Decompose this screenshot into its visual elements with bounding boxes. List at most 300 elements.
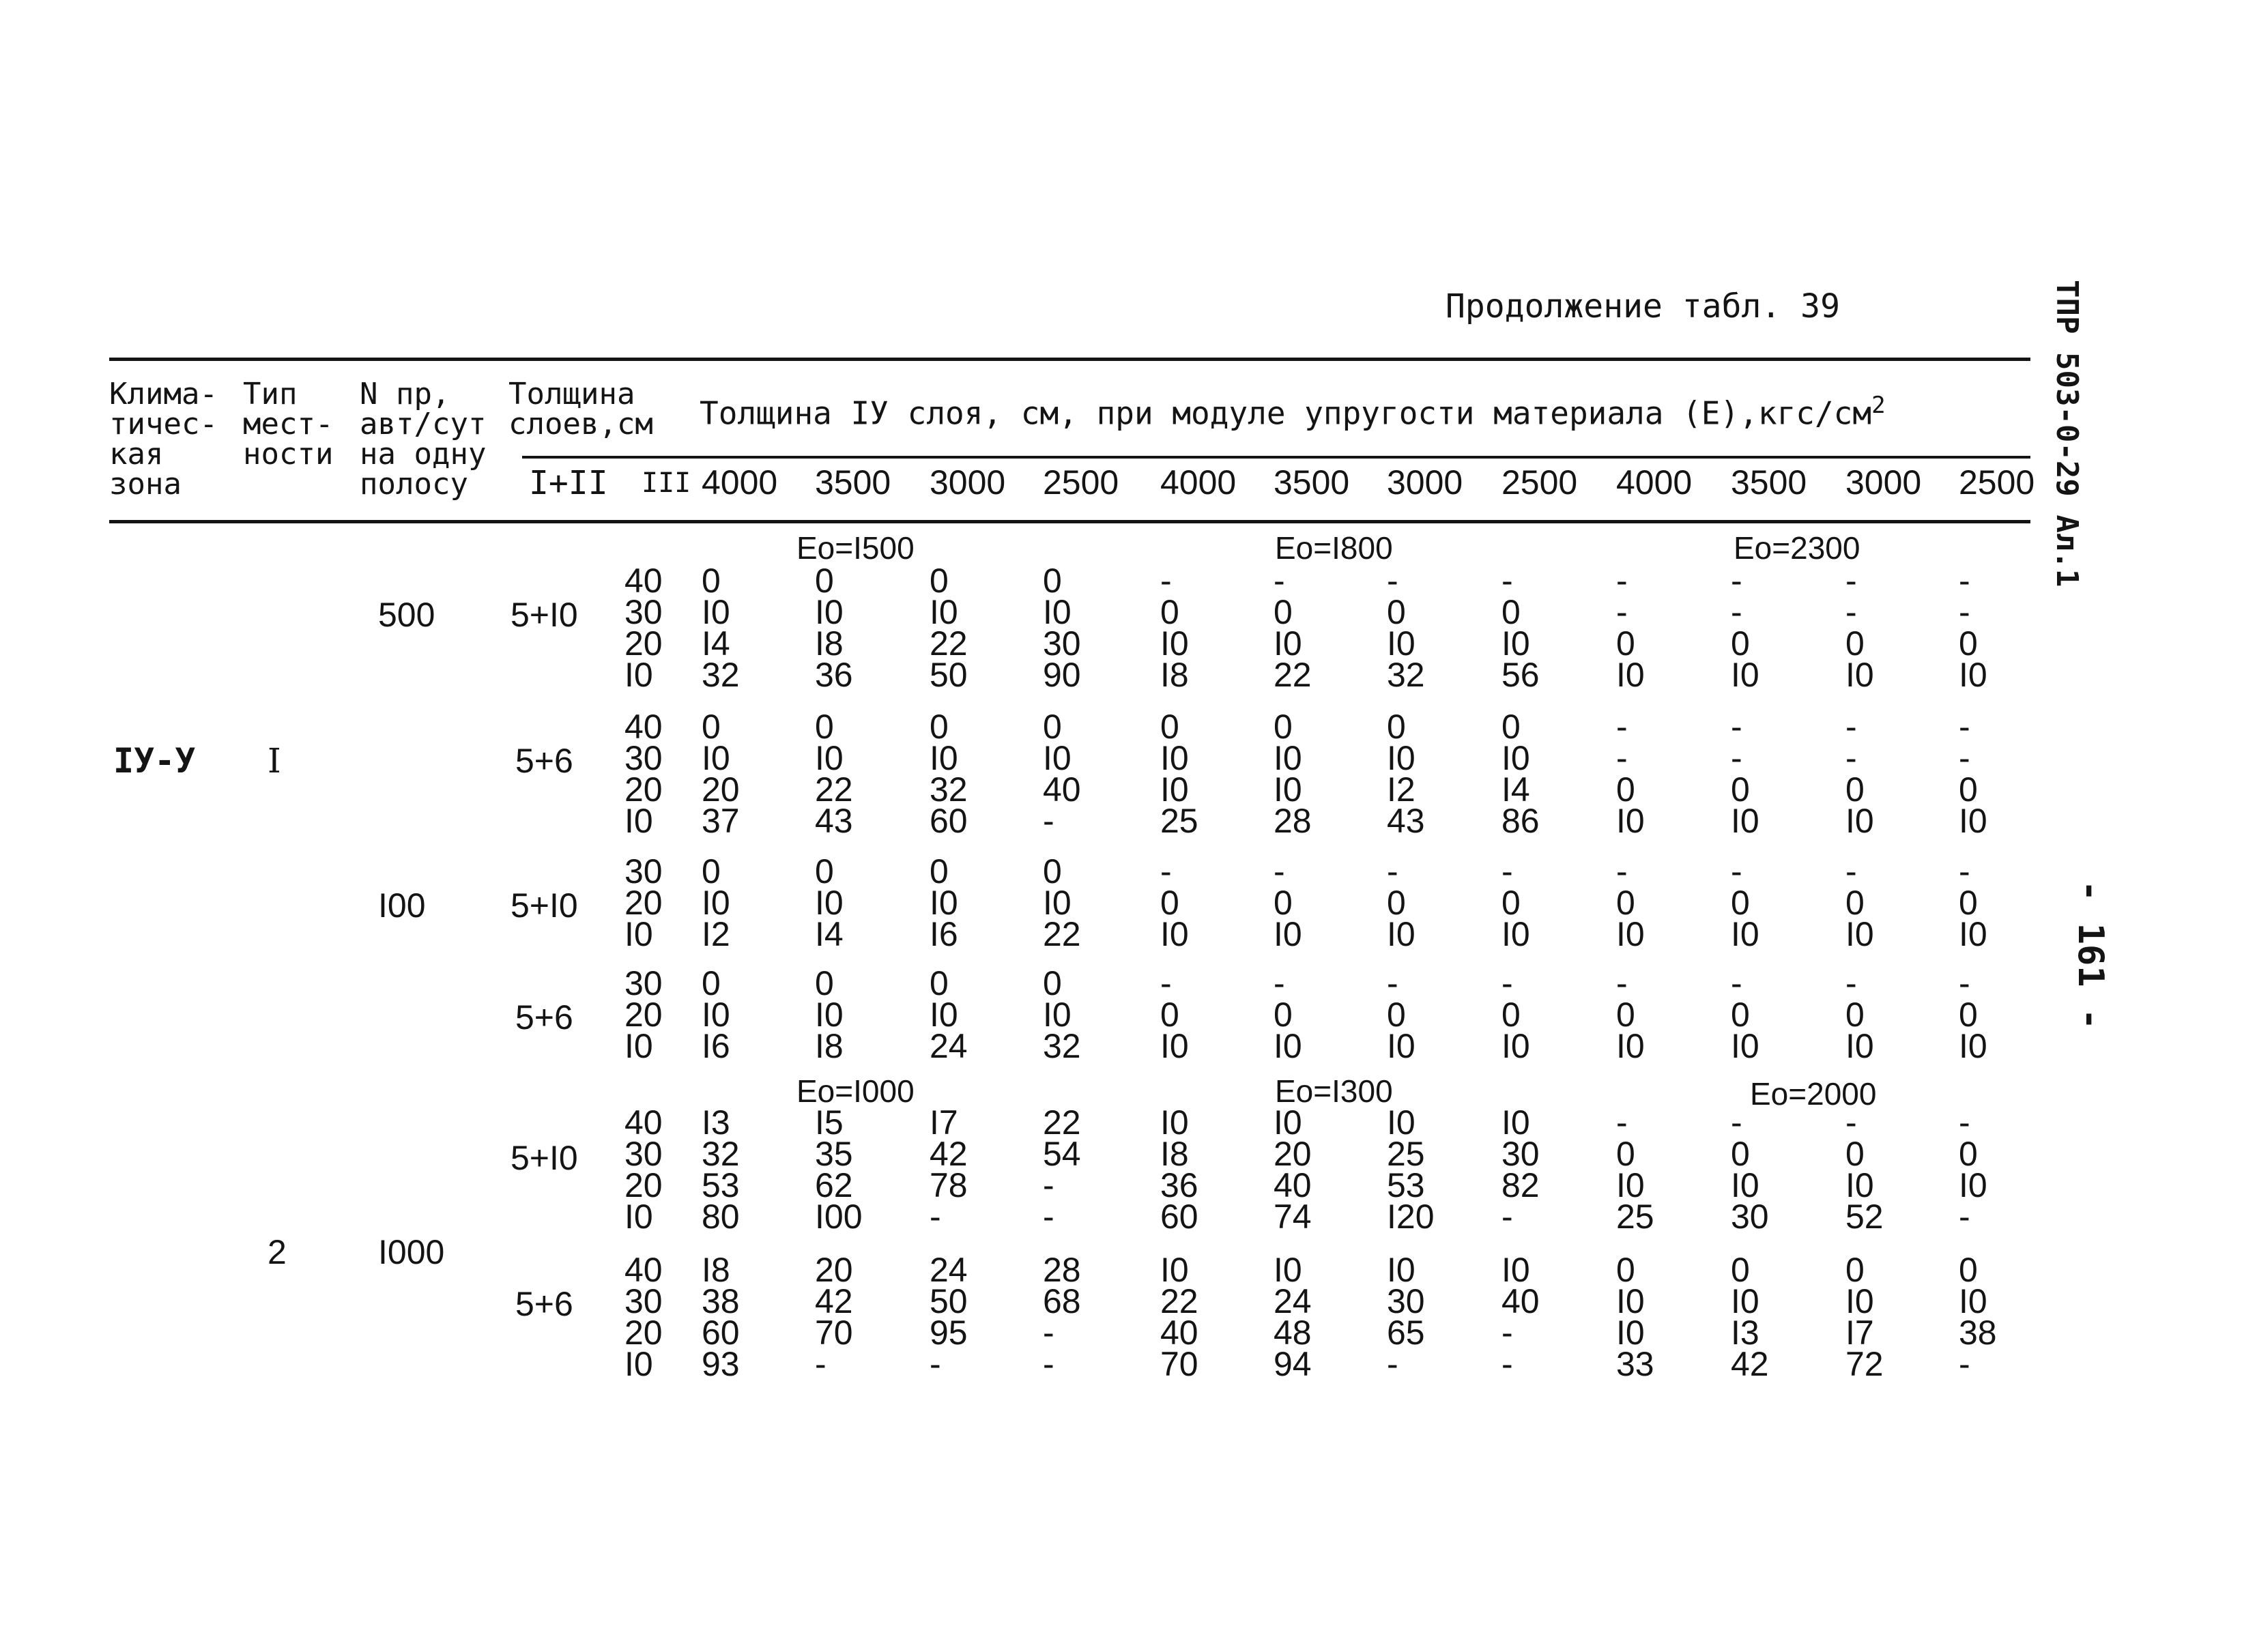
thickness-column bbox=[1501, 1103, 1540, 1236]
table-cell: I0 bbox=[1731, 656, 1759, 694]
table-cell: - bbox=[1387, 562, 1398, 600]
thickness-column bbox=[1845, 562, 1874, 694]
table-cell: 0 bbox=[1387, 996, 1406, 1034]
thickness-column bbox=[1616, 1251, 1654, 1383]
thickness-column bbox=[1845, 964, 1874, 1065]
thickness-column bbox=[1274, 562, 1312, 694]
table-cell: I0 bbox=[1274, 624, 1302, 663]
table-cell: - bbox=[1959, 593, 1970, 631]
table-cell: 0 bbox=[1845, 1251, 1865, 1289]
table-cell: 43 bbox=[815, 802, 853, 840]
table-cell: 24 bbox=[930, 1027, 968, 1065]
table-cell: 0 bbox=[930, 852, 949, 890]
layers-block-3: 5+I0 bbox=[511, 886, 578, 925]
thickness-column bbox=[1616, 708, 1645, 840]
table-cell: 22 bbox=[1043, 915, 1081, 953]
table-cell: I0 bbox=[1845, 656, 1874, 694]
table-cell: I0 bbox=[702, 884, 730, 922]
table-cell: 25 bbox=[1387, 1135, 1425, 1173]
table-cell: I0 bbox=[815, 996, 844, 1034]
table-cell: 38 bbox=[1959, 1314, 1997, 1352]
table-cell: 25 bbox=[1160, 802, 1198, 840]
table-cell: - bbox=[1731, 964, 1742, 1002]
table-cell: - bbox=[1501, 1198, 1513, 1236]
thickness-column bbox=[930, 1103, 968, 1236]
table-cell: I0 bbox=[1274, 739, 1302, 777]
thickness-column bbox=[1845, 1251, 1884, 1383]
thickness-column bbox=[1501, 708, 1540, 840]
thickness-column bbox=[1043, 562, 1081, 694]
thickness-column bbox=[1959, 562, 1987, 694]
table-cell: 78 bbox=[930, 1166, 968, 1204]
table-cell: I0 bbox=[702, 739, 730, 777]
table-cell: 0 bbox=[1043, 562, 1062, 600]
header-layers-12: I+II bbox=[529, 464, 608, 502]
traffic-100: I00 bbox=[378, 886, 426, 925]
table-cell: I0 bbox=[930, 884, 958, 922]
table-cell: I0 bbox=[1731, 1282, 1759, 1320]
table-cell: 37 bbox=[702, 802, 740, 840]
layers-block-2: 5+6 bbox=[515, 742, 573, 780]
table-cell: 0 bbox=[930, 964, 949, 1002]
table-cell: I0 bbox=[1501, 1027, 1530, 1065]
table-cell: 0 bbox=[1501, 884, 1521, 922]
table-cell: 0 bbox=[1160, 884, 1179, 922]
table-cell: 0 bbox=[1959, 996, 1978, 1034]
table-cell: 0 bbox=[930, 708, 949, 746]
table-cell: - bbox=[1616, 852, 1628, 890]
table-cell: 22 bbox=[930, 624, 968, 663]
table-cell: 0 bbox=[1731, 624, 1750, 663]
layers-block-6: 5+6 bbox=[515, 1285, 573, 1323]
table-cell: - bbox=[1501, 1314, 1513, 1352]
table-cell: 50 bbox=[930, 656, 968, 694]
table-cell: 0 bbox=[1160, 708, 1179, 746]
table-cell: 0 bbox=[1387, 884, 1406, 922]
modulus-header-cell: 3500 bbox=[1731, 463, 1807, 502]
table-cell: I0 bbox=[1501, 915, 1530, 953]
table-cell: 0 bbox=[815, 964, 834, 1002]
climate-zone: IУ-У bbox=[113, 741, 196, 781]
header-main-title: Толщина IУ слоя, см, при модуле упругости материала $(Е),кгс/см^2$ bbox=[700, 392, 1886, 432]
thickness-column bbox=[1043, 708, 1081, 840]
thickness-column bbox=[702, 562, 740, 694]
table-cell: I7 bbox=[1845, 1314, 1874, 1352]
modulus-header-cell: 2500 bbox=[1959, 463, 2035, 502]
table-cell: 0 bbox=[1160, 593, 1179, 631]
table-cell: I4 bbox=[1501, 770, 1530, 809]
table-cell: 0 bbox=[1274, 884, 1293, 922]
header-layers: Толщина слоев,см bbox=[508, 377, 653, 441]
table-cell: 0 bbox=[1731, 1251, 1750, 1289]
table-cell: - bbox=[1845, 562, 1857, 600]
thickness-column bbox=[930, 964, 968, 1065]
layers-block-5: 5+I0 bbox=[511, 1139, 578, 1177]
table-cell: I0 bbox=[1959, 802, 1987, 840]
table-cell: 0 bbox=[702, 964, 721, 1002]
table-cell: I0 bbox=[1274, 1251, 1302, 1289]
table-cell: 0 bbox=[1387, 593, 1406, 631]
thickness-column bbox=[1616, 562, 1645, 694]
table-cell: 0 bbox=[702, 852, 721, 890]
table-cell: - bbox=[1043, 1314, 1054, 1352]
thickness-column bbox=[1731, 852, 1759, 953]
table-cell: 36 bbox=[815, 656, 853, 694]
table-cell: 40 bbox=[1274, 1166, 1312, 1204]
table-cell: 0 bbox=[1845, 770, 1865, 809]
layer3-thickness-cell: 20 bbox=[624, 1314, 663, 1352]
thickness-column bbox=[930, 562, 968, 694]
thickness-column bbox=[815, 1103, 863, 1236]
table-cell: 42 bbox=[815, 1282, 853, 1320]
thickness-column bbox=[702, 852, 730, 953]
thickness-column bbox=[1501, 964, 1530, 1065]
table-cell: 60 bbox=[930, 802, 968, 840]
modulus-header-cell: 3000 bbox=[930, 463, 1006, 502]
table-cell: 32 bbox=[702, 1135, 740, 1173]
thickness-column bbox=[1387, 562, 1425, 694]
table-cell: 86 bbox=[1501, 802, 1540, 840]
locality-type-1: I bbox=[268, 741, 281, 781]
thickness-column bbox=[702, 964, 730, 1065]
thickness-column bbox=[1959, 964, 1987, 1065]
thickness-column bbox=[815, 852, 844, 953]
group-label-eo1500: Ео=I500 bbox=[796, 530, 915, 566]
table-cell: 20 bbox=[702, 770, 740, 809]
table-cell: 70 bbox=[815, 1314, 853, 1352]
table-cell: - bbox=[1043, 1345, 1054, 1383]
table-cell: 0 bbox=[1731, 996, 1750, 1034]
table-cell: 32 bbox=[1387, 656, 1425, 694]
table-cell: 56 bbox=[1501, 656, 1540, 694]
thickness-column bbox=[1501, 562, 1540, 694]
table-cell: 32 bbox=[702, 656, 740, 694]
table-cell: 82 bbox=[1501, 1166, 1540, 1204]
table-cell: I0 bbox=[1160, 915, 1189, 953]
table-cell: I0 bbox=[1387, 915, 1415, 953]
table-cell: 35 bbox=[815, 1135, 853, 1173]
table-cell: I0 bbox=[1501, 1251, 1530, 1289]
thickness-column bbox=[1387, 708, 1425, 840]
table-cell: I0 bbox=[1959, 1027, 1987, 1065]
table-cell: 0 bbox=[1959, 624, 1978, 663]
table-cell: 0 bbox=[1845, 996, 1865, 1034]
header-bottom-rule bbox=[109, 520, 2030, 523]
table-cell: I4 bbox=[702, 624, 730, 663]
table-cell: - bbox=[1274, 964, 1285, 1002]
table-cell: 0 bbox=[1845, 624, 1865, 663]
table-cell: 24 bbox=[930, 1251, 968, 1289]
table-cell: - bbox=[1501, 562, 1513, 600]
header-zone: Клима- тичес- кая зона bbox=[109, 377, 218, 502]
table-cell: 40 bbox=[1160, 1314, 1198, 1352]
thickness-column bbox=[1616, 1103, 1654, 1236]
group-label-eo2300: Ео=2300 bbox=[1734, 530, 1860, 566]
table-cell: 0 bbox=[1616, 996, 1635, 1034]
table-cell: I00 bbox=[815, 1198, 863, 1236]
table-cell: - bbox=[1160, 562, 1172, 600]
thickness-column bbox=[1387, 852, 1415, 953]
table-cell: I0 bbox=[1160, 1103, 1189, 1142]
table-cell: 68 bbox=[1043, 1282, 1081, 1320]
table-cell: I0 bbox=[702, 593, 730, 631]
thickness-column bbox=[1043, 1103, 1081, 1236]
table-cell: 22 bbox=[1274, 656, 1312, 694]
group-label-eo2000: Ео=2000 bbox=[1750, 1076, 1877, 1112]
thickness-column bbox=[930, 708, 968, 840]
table-cell: I0 bbox=[1845, 915, 1874, 953]
thickness-column bbox=[930, 1251, 968, 1383]
table-cell: 43 bbox=[1387, 802, 1425, 840]
table-cell: I0 bbox=[1043, 884, 1072, 922]
thickness-column bbox=[702, 708, 740, 840]
table-cell: - bbox=[1501, 964, 1513, 1002]
table-cell: 65 bbox=[1387, 1314, 1425, 1352]
layers-block-4: 5+6 bbox=[515, 998, 573, 1037]
group-label-eo1000: Ео=I000 bbox=[796, 1073, 915, 1109]
table-cell: I0 bbox=[1387, 1027, 1415, 1065]
table-cell: 53 bbox=[1387, 1166, 1425, 1204]
thickness-column bbox=[1274, 1103, 1312, 1236]
table-cell: I0 bbox=[1616, 1027, 1645, 1065]
table-cell: 0 bbox=[1501, 593, 1521, 631]
table-cell: 0 bbox=[702, 562, 721, 600]
layer3-thickness-cell: 30 bbox=[624, 964, 663, 1002]
thickness-column bbox=[1731, 708, 1759, 840]
table-cell: 22 bbox=[1043, 1103, 1081, 1142]
table-cell: I20 bbox=[1387, 1198, 1435, 1236]
thickness-column bbox=[1959, 852, 1987, 953]
table-cell: I8 bbox=[702, 1251, 730, 1289]
table-cell: I4 bbox=[815, 915, 844, 953]
table-cell: 0 bbox=[930, 562, 949, 600]
header-layers-3: III bbox=[642, 467, 691, 499]
table-cell: I0 bbox=[1387, 624, 1415, 663]
table-cell: I0 bbox=[1731, 802, 1759, 840]
table-cell: 33 bbox=[1616, 1345, 1654, 1383]
layer3-thickness-cell: 40 bbox=[624, 1103, 663, 1142]
table-cell: - bbox=[1845, 964, 1857, 1002]
thickness-column bbox=[1160, 708, 1198, 840]
table-cell: 30 bbox=[1501, 1135, 1540, 1173]
layer3-thickness-cell: I0 bbox=[624, 656, 653, 694]
table-cell: - bbox=[1731, 852, 1742, 890]
layer3-thickness-cell: 40 bbox=[624, 708, 663, 746]
table-cell: - bbox=[1274, 852, 1285, 890]
table-cell: - bbox=[1731, 593, 1742, 631]
table-cell: I0 bbox=[1160, 739, 1189, 777]
table-cell: - bbox=[1043, 1198, 1054, 1236]
header-locality: Тип мест- ности bbox=[243, 377, 334, 472]
modulus-header-cell: 2500 bbox=[1043, 463, 1119, 502]
layer3-thickness-cell: 30 bbox=[624, 1282, 663, 1320]
table-cell: I0 bbox=[1501, 739, 1530, 777]
table-cell: 40 bbox=[1043, 770, 1081, 809]
table-cell: - bbox=[1616, 593, 1628, 631]
table-cell: I0 bbox=[930, 996, 958, 1034]
table-cell: I2 bbox=[1387, 770, 1415, 809]
page-number: - 161 - bbox=[2070, 880, 2111, 1030]
layer3-thickness-cell: I0 bbox=[624, 1027, 653, 1065]
layer3-thickness-column bbox=[624, 964, 663, 1065]
table-cell: 74 bbox=[1274, 1198, 1312, 1236]
table-cell: 24 bbox=[1274, 1282, 1312, 1320]
modulus-header-cell: 3000 bbox=[1845, 463, 1922, 502]
table-cell: I0 bbox=[1160, 770, 1189, 809]
table-cell: 0 bbox=[815, 708, 834, 746]
table-cell: 0 bbox=[1616, 1251, 1635, 1289]
table-cell: 0 bbox=[1501, 996, 1521, 1034]
table-cell: I6 bbox=[702, 1027, 730, 1065]
table-cell: I6 bbox=[930, 915, 958, 953]
table-cell: 60 bbox=[1160, 1198, 1198, 1236]
layer3-thickness-column bbox=[624, 708, 663, 840]
table-cell: I0 bbox=[1160, 1027, 1189, 1065]
table-cell: I0 bbox=[1043, 996, 1072, 1034]
table-cell: 28 bbox=[1274, 802, 1312, 840]
traffic-1000: I000 bbox=[378, 1233, 445, 1271]
table-cell: I0 bbox=[1731, 915, 1759, 953]
thickness-column bbox=[1845, 1103, 1884, 1236]
modulus-header-cell: 3500 bbox=[1274, 463, 1350, 502]
table-cell: 0 bbox=[1616, 624, 1635, 663]
table-cell: I8 bbox=[1160, 1135, 1189, 1173]
table-cell: 0 bbox=[1043, 708, 1062, 746]
traffic-500: 500 bbox=[378, 596, 435, 634]
table-cell: I2 bbox=[702, 915, 730, 953]
table-cell: 94 bbox=[1274, 1345, 1312, 1383]
table-cell: 0 bbox=[702, 708, 721, 746]
table-cell: 0 bbox=[1959, 1135, 1978, 1173]
table-cell: I8 bbox=[1160, 656, 1189, 694]
thickness-column bbox=[1160, 964, 1189, 1065]
table-cell: I0 bbox=[1616, 1166, 1645, 1204]
table-cell: - bbox=[1616, 739, 1628, 777]
group-label-eo1300: Ео=I300 bbox=[1275, 1073, 1393, 1109]
table-cell: 0 bbox=[1731, 770, 1750, 809]
table-cell: - bbox=[1959, 739, 1970, 777]
thickness-column bbox=[815, 708, 853, 840]
modulus-header-cell: 4000 bbox=[1616, 463, 1693, 502]
table-cell: - bbox=[1959, 964, 1970, 1002]
table-cell: I0 bbox=[930, 593, 958, 631]
table-cell: I0 bbox=[930, 739, 958, 777]
table-cell: 0 bbox=[1731, 1135, 1750, 1173]
table-cell: 22 bbox=[815, 770, 853, 809]
thickness-column bbox=[1387, 964, 1415, 1065]
table-cell: 93 bbox=[702, 1345, 740, 1383]
thickness-column bbox=[1845, 708, 1874, 840]
thickness-column bbox=[1959, 1103, 1987, 1236]
table-cell: 30 bbox=[1387, 1282, 1425, 1320]
modulus-header-cell: 3500 bbox=[815, 463, 891, 502]
table-cell: - bbox=[1845, 708, 1857, 746]
thickness-column bbox=[815, 562, 853, 694]
table-cell: - bbox=[1616, 964, 1628, 1002]
layer3-thickness-cell: I0 bbox=[624, 802, 653, 840]
table-cell: - bbox=[930, 1198, 941, 1236]
table-cell: - bbox=[1274, 562, 1285, 600]
thickness-column bbox=[1043, 1251, 1081, 1383]
table-cell: I0 bbox=[1845, 802, 1874, 840]
table-cell: 0 bbox=[1731, 884, 1750, 922]
table-cell: 0 bbox=[1845, 884, 1865, 922]
table-cell: 0 bbox=[1959, 770, 1978, 809]
table-cell: - bbox=[1616, 1103, 1628, 1142]
table-cell: I0 bbox=[1845, 1282, 1874, 1320]
layer3-thickness-column bbox=[624, 1103, 663, 1236]
layer3-thickness-cell: 30 bbox=[624, 1135, 663, 1173]
thickness-column bbox=[1845, 852, 1874, 953]
thickness-column bbox=[1043, 964, 1081, 1065]
table-cell: I0 bbox=[1616, 1282, 1645, 1320]
table-cell: - bbox=[1845, 1103, 1857, 1142]
table-cell: 0 bbox=[815, 562, 834, 600]
table-cell: 36 bbox=[1160, 1166, 1198, 1204]
table-cell: I0 bbox=[1959, 1166, 1987, 1204]
table-cell: I0 bbox=[1959, 1282, 1987, 1320]
thickness-column bbox=[1616, 964, 1645, 1065]
table-cell: I5 bbox=[815, 1103, 844, 1142]
table-cell: 32 bbox=[1043, 1027, 1081, 1065]
table-cell: 0 bbox=[1959, 1251, 1978, 1289]
table-cell: - bbox=[1616, 562, 1628, 600]
table-cell: 42 bbox=[1731, 1345, 1769, 1383]
table-cell: I0 bbox=[1731, 1166, 1759, 1204]
table-caption: Продолжение табл. 39 bbox=[1446, 287, 1840, 325]
locality-type-2: 2 bbox=[268, 1233, 287, 1271]
table-cell: - bbox=[1501, 1345, 1513, 1383]
table-cell: - bbox=[1959, 1198, 1970, 1236]
thickness-column bbox=[1274, 852, 1302, 953]
thickness-column bbox=[1387, 1103, 1435, 1236]
table-cell: I0 bbox=[1845, 1166, 1874, 1204]
thickness-column bbox=[1387, 1251, 1425, 1383]
table-cell: I0 bbox=[1616, 656, 1645, 694]
layer3-thickness-cell: 30 bbox=[624, 593, 663, 631]
table-cell: - bbox=[1959, 852, 1970, 890]
side-document-code: ТПР 503-0-29 Ал.1 bbox=[2050, 280, 2084, 588]
table-cell: I0 bbox=[1043, 593, 1072, 631]
table-cell: I0 bbox=[1501, 624, 1530, 663]
thickness-column bbox=[702, 1251, 740, 1383]
layers-block-1: 5+I0 bbox=[511, 596, 578, 634]
table-cell: I8 bbox=[815, 624, 844, 663]
table-cell: 90 bbox=[1043, 656, 1081, 694]
table-cell: - bbox=[1731, 562, 1742, 600]
thickness-column bbox=[1160, 1103, 1198, 1236]
table-cell: 25 bbox=[1616, 1198, 1654, 1236]
table-cell: - bbox=[1959, 562, 1970, 600]
thickness-column bbox=[815, 964, 844, 1065]
table-cell: 0 bbox=[1616, 884, 1635, 922]
table-cell: I7 bbox=[930, 1103, 958, 1142]
table-cell: 0 bbox=[1616, 770, 1635, 809]
thickness-column bbox=[1731, 1251, 1769, 1383]
table-cell: - bbox=[1387, 964, 1398, 1002]
layer3-thickness-cell: 20 bbox=[624, 996, 663, 1034]
table-cell: 53 bbox=[702, 1166, 740, 1204]
table-cell: I0 bbox=[815, 593, 844, 631]
table-cell: - bbox=[1387, 852, 1398, 890]
modulus-header-cell: 4000 bbox=[702, 463, 778, 502]
table-cell: 22 bbox=[1160, 1282, 1198, 1320]
thickness-column bbox=[1160, 1251, 1198, 1383]
table-cell: 0 bbox=[1274, 708, 1293, 746]
top-rule bbox=[109, 358, 2030, 361]
table-cell: 50 bbox=[930, 1282, 968, 1320]
thickness-column bbox=[1731, 1103, 1769, 1236]
